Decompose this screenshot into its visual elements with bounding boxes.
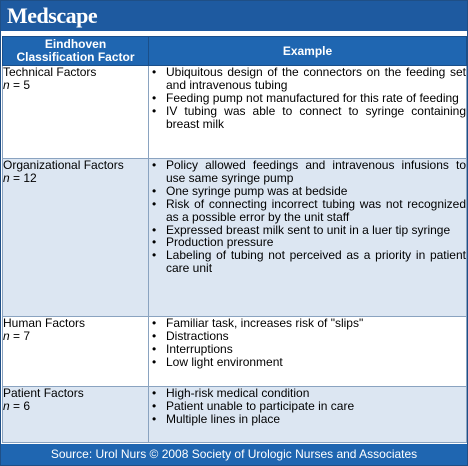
list-item: • High-risk medical condition bbox=[152, 386, 310, 400]
examples-cell bbox=[149, 387, 467, 443]
factor-name: Technical Factors bbox=[3, 65, 97, 79]
list-item: • One syringe pump was at bedside bbox=[152, 183, 348, 198]
factor-count: n = 12 bbox=[3, 171, 37, 185]
list-item: • Policy allowed feedings and intravenous infusions to use same syringe pump bbox=[152, 158, 466, 185]
table-row bbox=[3, 66, 467, 159]
list-item: • Distractions bbox=[152, 328, 229, 343]
list-item: • Labeling of tubing not perceived as a priority in patient care unit bbox=[152, 248, 466, 276]
examples-cell bbox=[149, 159, 467, 317]
factor-cell bbox=[3, 387, 149, 443]
list-item: • Feeding pump not manufactured for this rate of feeding bbox=[152, 90, 459, 105]
table-row bbox=[3, 387, 467, 443]
factor-cell bbox=[3, 159, 149, 317]
brand-banner bbox=[1, 1, 467, 31]
header-factor: Eindhoven Classification Factor bbox=[3, 37, 149, 66]
header-example: Example bbox=[149, 37, 467, 66]
factor-cell bbox=[3, 66, 149, 159]
list-item: • Production pressure bbox=[152, 235, 274, 250]
list-item: • Multiple lines in place bbox=[152, 411, 281, 426]
eindhoven-table bbox=[2, 36, 467, 443]
source-footer: Source: Urol Nurs © 2008 Society of Urologic Nurses and Associates bbox=[1, 444, 467, 465]
table-row bbox=[3, 159, 467, 317]
table-row bbox=[3, 317, 467, 387]
list-item: • Risk of connecting incorrect tubing was not recognized as a possible error by the unit staff bbox=[152, 196, 466, 224]
list-item: • IV tubing was able to connect to syringe containing breast milk bbox=[152, 103, 466, 131]
examples-cell bbox=[149, 317, 467, 387]
medscape-logo: Medscape bbox=[7, 3, 98, 28]
list-item: • Patient unable to participate in care bbox=[152, 398, 355, 413]
factor-name: Organizational Factors bbox=[3, 158, 124, 172]
list-item: • Ubiquitous design of the connectors on the feeding set and intravenous tubing bbox=[152, 65, 466, 92]
factor-name: Human Factors bbox=[3, 316, 86, 330]
table-header-row bbox=[3, 37, 467, 66]
list-item: • Familiar task, increases risk of "slips" bbox=[152, 316, 364, 330]
factor-name: Patient Factors bbox=[3, 386, 84, 400]
factor-count: n = 6 bbox=[3, 399, 31, 413]
factor-count: n = 5 bbox=[3, 78, 31, 92]
factor-count: n = 7 bbox=[3, 329, 31, 343]
examples-cell bbox=[149, 66, 467, 159]
list-item: • Interruptions bbox=[152, 341, 233, 356]
list-item: • Expressed breast milk sent to unit in a luer tip syringe bbox=[152, 222, 451, 237]
factor-cell bbox=[3, 317, 149, 387]
list-item: • Low light environment bbox=[152, 354, 283, 369]
